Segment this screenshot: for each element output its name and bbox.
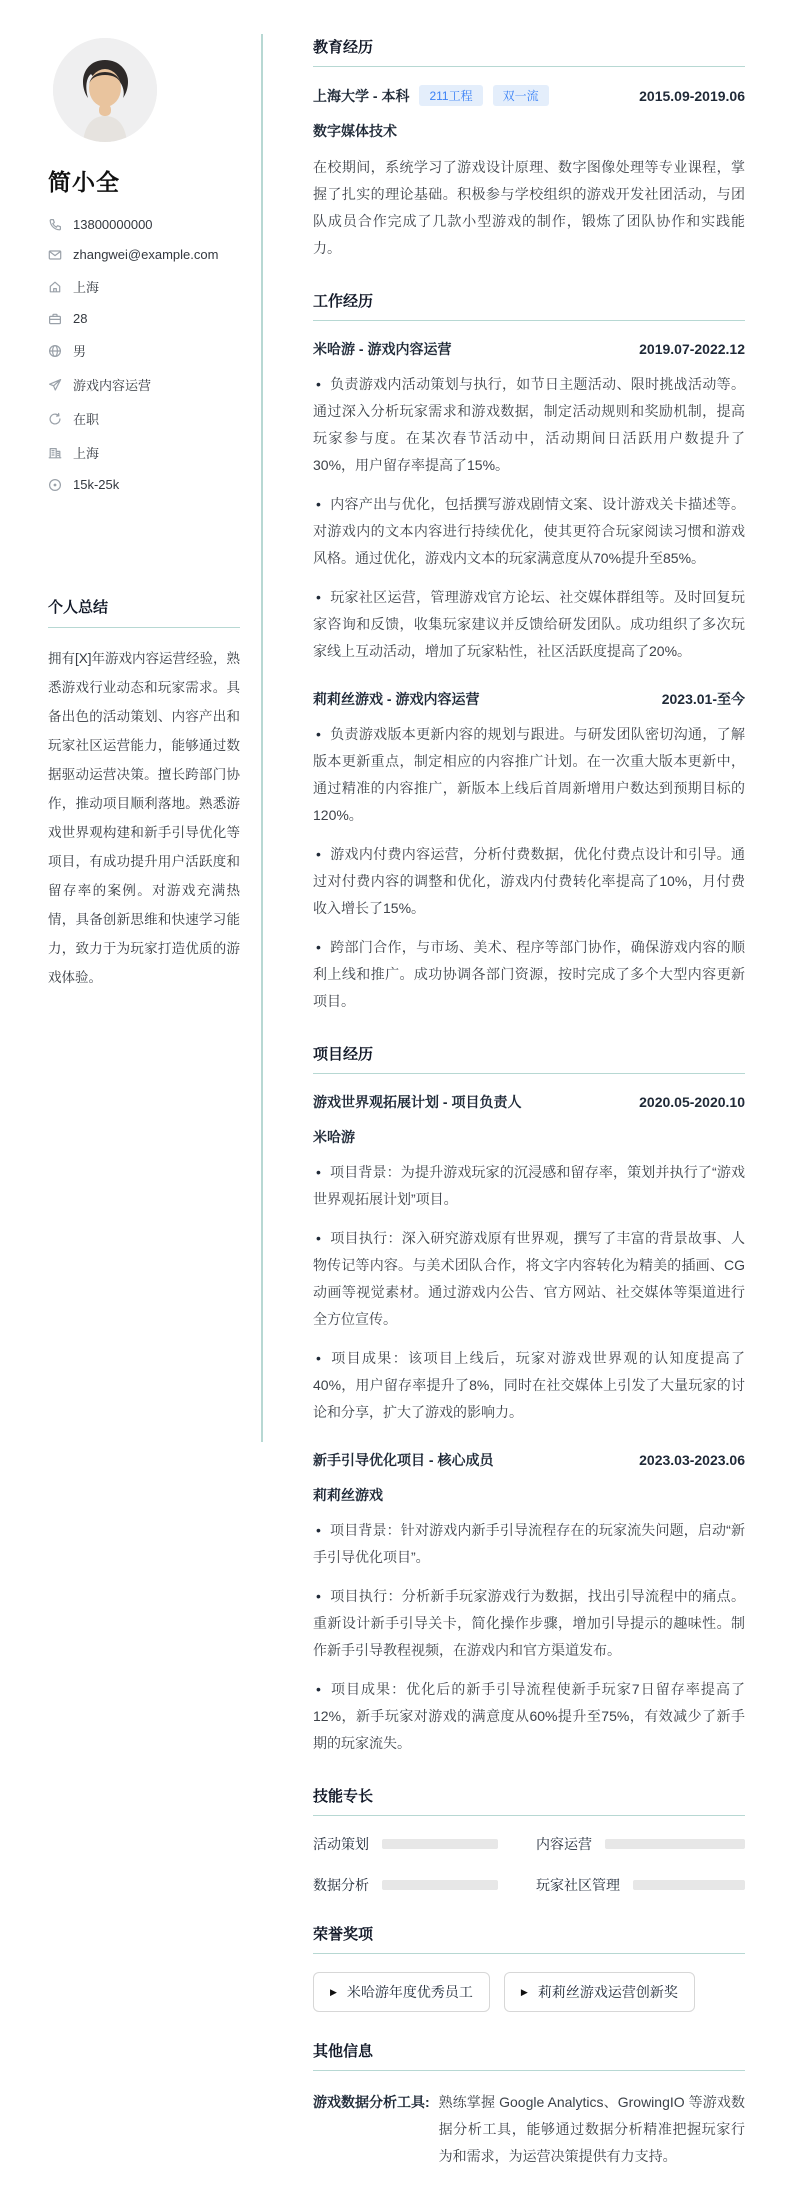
honor-badge [313,1972,490,2012]
skills-title: 技能专长 [313,1785,745,1816]
bullet-dot-icon: • [316,1588,321,1604]
skill-label: 玩家社区管理 [536,1877,620,1893]
work-section [313,290,745,1015]
bullet-dot-icon: • [316,1230,321,1246]
bullet-dot-icon: • [316,589,321,605]
job-bullet: • 游戏内付费内容运营，分析付费数据，优化付费点设计和引导。通过对付费内容的调整和优化，游戏内付费转化率提高了10%，月付费收入增长了15%。 [313,841,745,922]
job-bullet: • 玩家社区运营，管理游戏官方论坛、社交媒体群组等。及时回复玩家咨询和反馈，收集玩家建议并反馈给研发团队。成功组织了多次玩家线上互动活动，增加了玩家粘性，社区活跃度提高了20%。 [313,584,745,665]
contact-salary [48,477,240,492]
other-info-section [313,2040,745,2170]
sidebar [48,38,240,992]
refresh-icon [48,412,62,426]
contact-phone [48,217,240,232]
triangle-icon: ▶ [330,1986,337,1997]
bullet-dot-icon: • [316,1681,321,1697]
bullet-dot-icon: • [316,939,321,955]
contact-status-value: 在职 [73,412,100,427]
education-description: 在校期间，系统学习了游戏设计原理、数字图像处理等专业课程，掌握了扎实的理论基础。积极参与学校组织的游戏开发社团活动，与团队成员合作完成了几款小型游戏的制作，锻炼了团队协作和实践能力。 [313,159,745,256]
skill-progress-bar [633,1880,745,1890]
education-section [313,36,745,262]
project-bullet: • 项目执行：深入研究游戏原有世界观，撰写了丰富的背景故事、人物传记等内容。与美术团队合作，将文字内容转化为精美的插画、CG动画等视觉素材。通过游戏内公告、官方网站、社交媒体等渠道进行全方位宣传。 [313,1225,745,1333]
mail-icon [48,248,62,262]
skill-progress-bar [382,1880,498,1890]
job-bullet: • 跨部门合作，与市场、美术、程序等部门协作，确保游戏内容的顺利上线和推广。成功协调各部门资源，按时完成了多个大型内容更新项目。 [313,934,745,1015]
contact-job-intention [48,375,240,394]
briefcase-icon [48,312,62,326]
job-date: 2019.07-2022.12 [639,341,745,357]
contact-email-value: zhangwei@example.com [73,247,219,262]
honors-title: 荣誉奖项 [313,1923,745,1954]
job-item [313,339,745,665]
contact-list [48,217,240,492]
target-icon [48,478,62,492]
bullet-dot-icon: • [316,376,321,392]
project-bullet: • 项目成果：优化后的新手引导流程使新手玩家7日留存率提高了12%，新手玩家对游戏的满意度从60%提升至75%，有效减少了新手期的玩家流失。 [313,1676,745,1757]
contact-phone-value: 13800000000 [73,217,153,232]
bullet-dot-icon: • [316,1350,321,1366]
summary-text: 拥有[X]年游戏内容运营经验，熟悉游戏行业动态和玩家需求。具备出色的活动策划、内容产出和玩家社区运营能力，能够通过数据驱动运营决策。擅长跨部门协作，推动项目顺利落地。熟悉游戏世界观构建和新手引导优化等项目，有成功提升用户活跃度和留存率的案例。对游戏充满热情，具备创新思维和快速学习能力，致力于为玩家打造优质的游戏体验。 [48,651,241,985]
skill-item [313,1875,498,1895]
job-date: 2023.01-至今 [661,691,745,707]
education-school [313,85,549,106]
skill-label: 活动策划 [313,1836,369,1852]
contact-status [48,409,240,428]
phone-icon [48,218,62,232]
contact-location [48,277,240,296]
tag-double-first-class: 双一流 [493,85,549,106]
contact-salary-value: 15k-25k [73,477,120,492]
skill-item [536,1875,745,1895]
project-bullet: • 项目背景：为提升游戏玩家的沉浸感和留存率，策划并执行了“游戏世界观拓展计划”项目。 [313,1159,745,1213]
job-bullet: • 负责游戏内活动策划与执行，如节日主题活动、限时挑战活动等。通过深入分析玩家需求和游戏数据，制定活动规则和奖励机制，提高玩家参与度。在某次春节活动中，活动期间日活跃用户数提升了30%，用户留存率提高了15%。 [313,371,745,479]
paper-plane-icon [48,378,62,392]
globe-icon [48,344,62,358]
bullet-dot-icon: • [316,726,321,742]
honor-badge-label: 米哈游年度优秀员工 [346,1984,473,2000]
contact-location-value: 上海 [73,280,100,295]
project-item [313,1450,745,1757]
tag-211: 211工程 [419,85,482,106]
bullet-dot-icon: • [316,496,321,512]
project-bullet: • 项目背景：针对游戏内新手引导流程存在的玩家流失问题，启动“新手引导优化项目”。 [313,1517,745,1571]
honors-section [313,1923,745,2012]
project-item [313,1092,745,1426]
job-bullet: • 负责游戏版本更新内容的规划与跟进。与研发团队密切沟通，了解版本更新重点，制定相应的内容推广计划。在一次重大版本更新中，通过精准的内容推广，新版本上线后首周新增用户数达到预期目标的120%。 [313,721,745,829]
project-date: 2020.05-2020.10 [639,1094,745,1110]
project-name: 新手引导优化项目 - 核心成员 [313,1452,494,1468]
projects-section [313,1043,745,1757]
bullet-dot-icon: • [316,1164,321,1180]
project-bullet: • 项目成果：该项目上线后，玩家对游戏世界观的认知度提高了40%，用户留存率提升了8%，同时在社交媒体上引发了大量玩家的讨论和分享，扩大了游戏的影响力。 [313,1345,745,1426]
projects-title: 项目经历 [313,1043,745,1074]
education-title: 教育经历 [313,36,745,67]
contact-age-value: 28 [73,311,88,326]
contact-city [48,443,240,462]
honor-badge-label: 莉莉丝游戏运营创新奖 [537,1984,678,2000]
education-date: 2015.09-2019.06 [639,87,745,104]
job-bullet: • 内容产出与优化，包括撰写游戏剧情文案、设计游戏关卡描述等。对游戏内的文本内容进行持续优化，使其更符合玩家阅读习惯和游戏风格。通过优化，游戏内文本的玩家满意度从70%提升至85%。 [313,491,745,572]
contact-job-value: 游戏内容运营 [73,378,152,393]
building-icon [48,446,62,460]
job-item [313,689,745,1015]
skill-progress-bar [382,1839,498,1849]
other-info-label: 游戏数据分析工具: [313,2094,430,2110]
skill-label: 数据分析 [313,1877,369,1893]
skill-item [536,1834,745,1854]
project-name: 游戏世界观拓展计划 - 项目负责人 [313,1094,522,1110]
contact-age [48,311,240,326]
bullet-dot-icon: • [316,846,321,862]
project-bullet: • 项目执行：分析新手玩家游戏行为数据，找出引导流程中的痛点。重新设计新手引导关卡，简化操作步骤，增加引导提示的趣味性。制作新手引导教程视频，在游戏内和官方渠道发布。 [313,1583,745,1664]
skill-progress-bar [605,1839,745,1849]
triangle-icon: ▶ [520,1986,528,1997]
contact-city-value: 上海 [73,446,100,461]
job-company: 莉莉丝游戏 - 游戏内容运营 [313,691,480,707]
project-company: 米哈游 [313,1129,355,1145]
project-date: 2023.03-2023.06 [639,1452,745,1468]
home-icon [48,280,62,294]
skill-item [313,1834,498,1854]
education-major: 数字媒体技术 [313,123,397,139]
skills-section [313,1785,745,1895]
skill-label: 内容运营 [536,1836,592,1852]
main-content [313,36,745,2198]
other-info-text: 熟练掌握 Google Analytics、GrowingIO 等游戏数据分析工具，能够通过数据分析精准把握玩家行为和需求，为运营决策提供有力支持。 [438,2094,745,2164]
contact-gender-value: 男 [73,344,87,359]
sidebar-main-divider [261,34,263,1442]
bullet-dot-icon: • [316,1522,321,1538]
honor-badge [504,1972,695,2012]
other-info-title: 其他信息 [313,2040,745,2071]
project-company: 莉莉丝游戏 [313,1487,383,1503]
school-name: 上海大学 - 本科 [313,87,410,104]
person-name: 简小全 [48,169,120,195]
summary-title: 个人总结 [48,596,240,628]
work-title: 工作经历 [313,290,745,321]
avatar [53,38,157,142]
contact-gender [48,341,240,360]
contact-email [48,247,240,262]
personal-summary-section [48,596,240,992]
job-company: 米哈游 - 游戏内容运营 [313,341,452,357]
